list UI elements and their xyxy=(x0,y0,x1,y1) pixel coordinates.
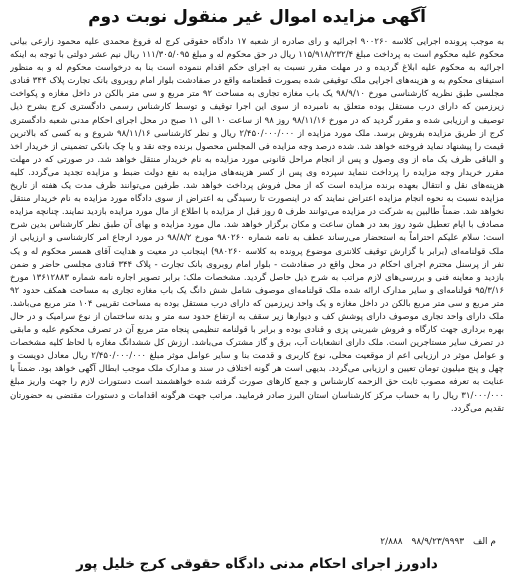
notice-body: به موجب پرونده اجرایی کلاسه ۹۰۰۲۶۰ اجرائیه و رای صادره از شعبه ۱۷ دادگاه حقوقی کرج له فروغ محمدی علیه محمود زارعی بیانی محکوم علیه محکوم است به پرداخت مبلغ ۱۱۵/۹۱۸/۲۳۲/۴ ریال در حق محکوم له و مبلغ ۱۱۱/۳۰۵/۰۹۵ ریال نیم عشر دولتی با توجه به اینکه اجرائیه به محکوم علیه ابلاغ گردیده و در مهلت مقرر نسبت به اجرای حکم اقدام ننموده است بنا به درخواست محکوم له و به منظور استیفای محکوم به و هزینه‌های اجرایی ملک توقیفی شده بصورت قطعنامه واقع در صفادشت بلوار امام رو‌بروی بانک تجارت پلاک ۳۴۴ قنادی مجلسی طبق نظریه کارشناسی مورخ ۹۸/۹/۱۰ یک باب مغازه تجاری به مساحت ۹۲ متر مربع و سی متر بالکن در داخل مغازه و پکواخت زیرزمین که دارای درب مستقل بوده متعلق به نامبرده از سوی این اجرا توقیف و توسط کارشناس رسمی دادگستری کرج بشرح ذیل توصیف و ارزیابی شده و مقرر گردید که در مورخ ۹۸/۱۱/۱۶ روز ۹۸ از ساعت ۱۰ الی ۱۱ صبح در محل اجرای احکام مدنی شعبه دادگستری کرج از طریق مزایده بفروش برسد. ملک مورد مزایده از ۲/۴۵۰/۰۰۰/۰۰۰ ریال و نظر کارشناسی ۹۸/۱۱/۱۶ شروع و به کسی که بالاترین قیمت را پیشنهاد نماید فروخته خواهد شد. شده درصد وجه مزایده فی المجلس محصول برنده وجه نقد و یا چک بانکی تضمینی از خریدار اخذ و الباقی ظرف یک ماه از وی وصول و پس از انجام مراحل قانونی مورد مزایده به نام خریدار منتقل خواهد شد. در صورتی که در مهلت مقرر خریدار وجه مزایده را پرداخت ننماید سپرده وی پس از کسر هزینه‌های مزایده به نفع دولت ضبط و مزایده تجدید می‌گردد. کلیه هزینه‌های نقل و انتقال بعهده برنده مزایده است که از محل فروش پرداخت خواهد شد. طرفین می‌توانند ظرف مدت یک هفته از تاریخ مزایده نسبت به نحوه انجام مزایده اعتراض نمایند که در اینصورت تا رسیدگی به اعتراض از سوی دادگاه مورد مزایده به نام خریدار منتقل نخواهد شد. ضمناً طالبین به شرکت در مزایده می‌توانند ظرف ۵ روز قبل از مزایده با اطلاع از مال مورد مزایده بازدید نمایند. چنانچه مزایده مصادف با ایام تعطیل شود روز بعد در همان ساعت و مکان برگزار خواهد شد. مال مورد مزایده و بهای آن طبق نظر کارشناس بدین شرح است: سلام علیکم احتراماً به استحضار می‌رساند عطف به نامه شماره ۹۸۰۲۶۰ مورخ ۹۸/۸/۲ در مورد ارجاع امر کارشناسی و ارزیابی از ملک قولنامه‌ای (برابر با گزارش توقیف کلانتری موضوع پرونده به کلاسه ۹۸۰۲۶۰) اینجانب در معیت و هدایت آقای همسر محکوم له و یک نفر از پرسنل محترم اجرای احکام در محل واقع در صفادشت - بلوار امام روبروی بانک تجارت - پلاک ۳۴۴ قنادی مجلسی حاضر و ضمن بازدید و معاینه فنی و بررسی‌های لازم مراتب به شرح ذیل حاصل گردید. مشخصات ملک: برابر تصویر اجاره نامه شماره ۱۳۶۱۲۸۸۳ مورخ ۹۵/۳/۱۶ قولنامه‌ای و سایر مدارک ارائه شده ملک قولنامه‌ای موصوف شامل شش دانگ یک باب مغازه تجاری به مساحت همکف حدود ۹۲ متر مربع و سی متر مربع بالکن در داخل مغازه و یک واحد زیرزمین که دارای درب مستقل بوده به مساحت تقریبی ۱۰۴ متر مربع می‌باشد. ملک دارای واحد تجاری موصوف دارای پوشش کف و دیوارها زیر سقف به ارتفاع حدود سه متر و بدنه ساختمان از نوع سرامیک و در حال بهره برداری جهت کارگاه و فروش شیرینی پزی و قنادی بوده و برابر با قولنامه تنظیمی پنجاه متر مربع آن در تصرف محکوم علیه و مابقی در تصرف سایر مستاجرین است. ملک دارای انشعابات آب، برق و گاز مشترک می‌باشد. ارزش کل ششدانگ مغازه با لحاظ کلیه مشخصات و عوامل موثر در ارزیابی اعم از موقعیت محلی، نوع کاربری و قدمت بنا و سایر عوامل موثر مبلغ ۲/۴۵۰/۰۰۰/۰۰۰ ریال معادل دویست و چهل و پنج میلیون تومان تعیین و ارزیابی می‌گردد. بدیهی است هر گونه اختلاف در سند و مدارک ملک موجب ابطال آگهی خواهد بود. ضمناً با عنایت به تعرفه مصوب ثابت حق الزحمه کارشناس و جمع کارهای صورت گرفته شده خواهشمند است دستورات لازم را جهت واریز مبلغ ۳۱/۰۰۰/۰۰۰ ریال را به حساب مرکز کارشناسان استان البرز صادر فرمایید. مراتب جهت هرگونه اقدامات و دستورات مقتضی به حضورتان تقدیم می‌گردد. xyxy=(10,37,504,414)
notice-title: آگهی مزایده اموال غیر منقول نوبت دوم xyxy=(88,7,426,27)
print-number: ۲/۸۸۸ xyxy=(380,537,403,547)
auction-notice xyxy=(4,2,510,572)
receipt-label: م الف xyxy=(473,537,496,547)
receipt-number: ۹۸/۹/۲۳/۹۹۹۳ xyxy=(411,537,465,547)
notice-signature: دادورز اجرای احکام مدنی دادگاه حقوقی کرج خلیل پور xyxy=(76,556,438,572)
notice-reference xyxy=(374,537,496,547)
